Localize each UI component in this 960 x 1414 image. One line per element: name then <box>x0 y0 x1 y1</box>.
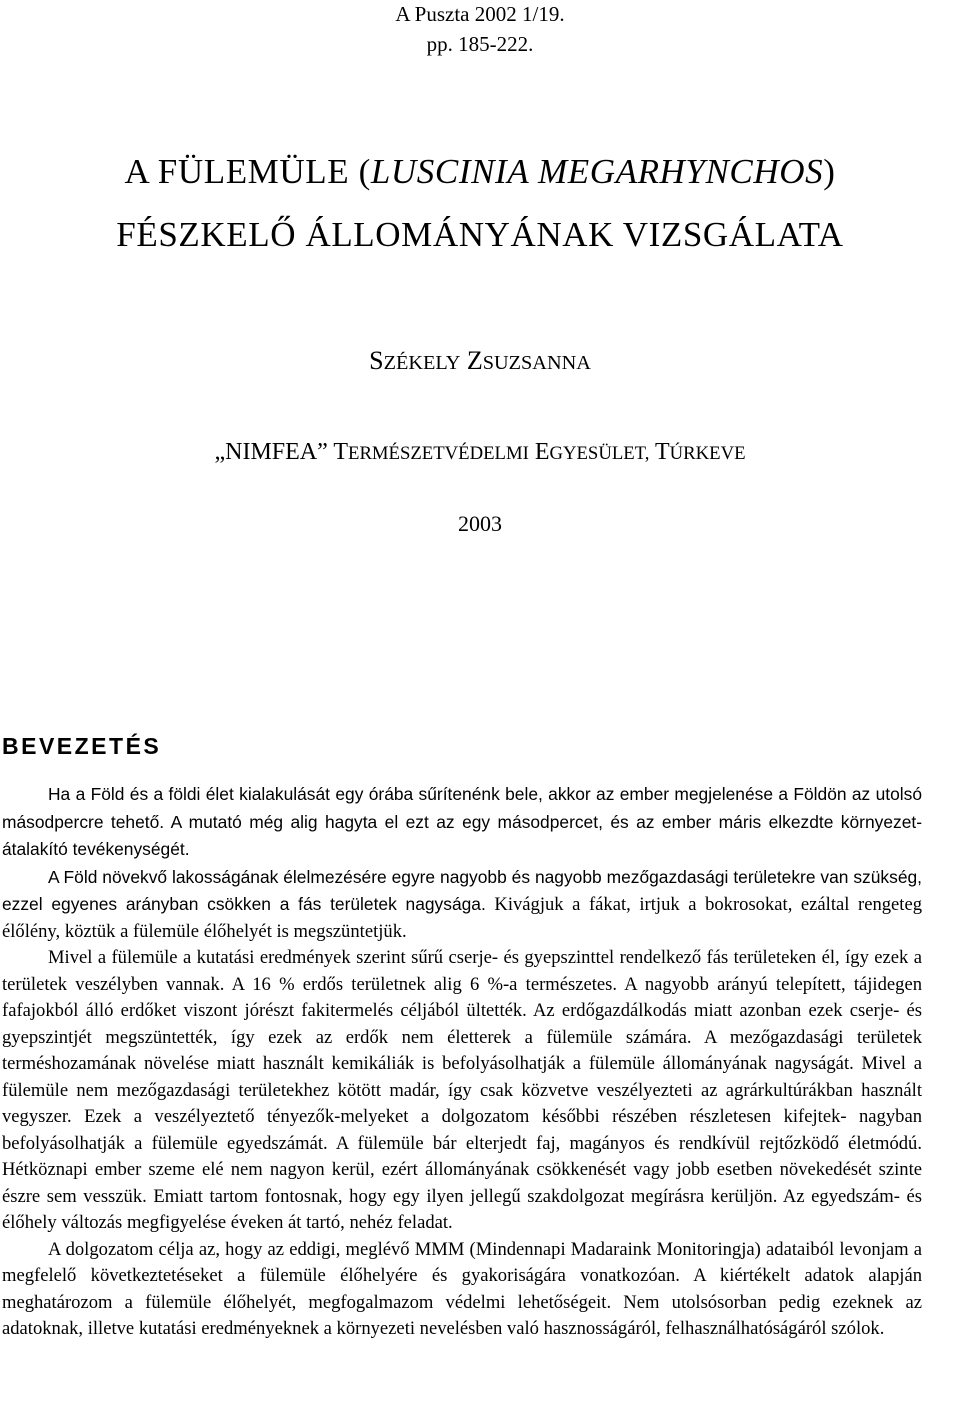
author-initial-1: S <box>369 346 384 375</box>
title-line-2: FÉSZKELŐ ÁLLOMÁNYÁNAK VIZSGÁLATA <box>116 215 844 254</box>
section-heading: BEVEZETÉS <box>2 733 162 759</box>
paragraph-2-text-a: A Föld növekvő lakosságának élelmezésére egyre nagyobb és nagyobb mezőgazdasági területekre van szükség, ezzel egyenes arányban csökken a fás területek nagysága. <box>2 866 922 914</box>
paragraph-1-text: Ha a Föld és a földi élet kialakulását egy órába sűrítenénk bele, akkor az ember megjelenése a Földön az utolsó másodpercre tehető. A mutató még alig hagyta el ezt az egy másodpercet, és az ember máris elkezdte környezet-átalakító tevékenységét. <box>2 784 922 859</box>
paragraph-2-text-b: Kivágjuk a fákat, irtjuk a bokrosokat, ezáltal rengeteg élőlény, köztük a fülemüle élőhelyét is megszüntetjük. <box>2 894 923 942</box>
org-initial-2: E <box>534 439 550 465</box>
paragraph-3: Mivel a fülemüle a kutatási eredmények szerint sűrű cserje- és gyepszinttel rendelkező fás területeken él, így ezek a területek veszélyben vannak. A 16 % erdős területnek alig 6 %-a természetes. A nagyobb arányú telepített, tájidegen fafajokból álló erdőket viszont jórészt fakitermelés céljából ültették. Az erdőgazdálkodás miatt azonban ezek cserje- és gyepszintjét megszüntették, így ezek az erdők nem életterek a fülemüle számára. A mezőgazdasági területek terméshozamának növelése miatt használt kemikáliák is befolyásolhatják a fülemüle állományának nagyságát. Mivel a fülemüle nem mezőgazdasági területekhez kötött madár, így csak közvetve veszélyezteti az agrárkultúrákban használt vegyszer. Ezek a veszélyeztető tényezők-melyeket a dolgozatom későbbi részében részletesen kifejtek- nagyban befolyásolhatják a fülemüle egyedszámát. A fülemüle bár elterjedt faj, magányos és rendkívül rejtőzködő életmódú. Hétköznapi ember szeme elé nem nagyon kerül, ezért állományának csökkenését vagy jobb esetben növekedését szinte észre sem vesszük. Emiatt tartom fontosnak, hogy egy ilyen jellegű szakdolgozat megírásra kerüljön. Az egyedszám- és élőhely változás megfigyelése éveken át tartó, nehéz feladat. <box>2 947 922 1233</box>
org-initial-3: T <box>654 439 670 465</box>
title-close-paren: ) <box>823 152 836 191</box>
paragraph-2 <box>2 864 922 946</box>
author-rest-1: ZÉKELY <box>383 352 461 374</box>
title-text: A FÜLEMÜLE ( <box>124 152 371 191</box>
page-range: pp. 185-222. <box>426 32 534 56</box>
paragraph-1 <box>2 781 922 864</box>
org-rest-3: ÚRKEVE <box>669 443 746 464</box>
paragraph-4: A dolgozatom célja az, hogy az eddigi, meglévő MMM (Mindennapi Madaraink Monitoringja) adataiból levonjam a megfelelő következtetéseket a fülemüle élőhelyére és gyakoriságára vonatkozóan. A kiértékelt adatok alapján meghatározom a fülemüle élőhelyét, megfogalmazom védelmi lehetőségeit. Nem utolsósorban pedig ezeknek az adatoknak, illetve kutatási eredményeknek a környezeti nevelésben való hasznosságáról, felhasználhatóságáról szólok. <box>2 1238 922 1339</box>
author-initial-2: Z <box>466 346 483 375</box>
journal-citation: A Puszta 2002 1/19. <box>395 2 565 26</box>
title-species-italic: LUSCINIA MEGARHYNCHOS <box>370 152 824 191</box>
org-quoted-name: „NIMFEA” <box>214 439 328 465</box>
author-rest-2: SUZSANNA <box>482 352 591 374</box>
publication-year: 2003 <box>458 511 502 536</box>
org-rest-2: GYESÜLET, <box>549 443 650 464</box>
body-text <box>2 781 922 1343</box>
organization <box>0 437 960 469</box>
title-line-1 <box>0 150 960 194</box>
org-initial-1: T <box>333 439 349 465</box>
author-name <box>0 345 960 379</box>
org-rest-1: ERMÉSZETVÉDELMI <box>348 443 529 464</box>
